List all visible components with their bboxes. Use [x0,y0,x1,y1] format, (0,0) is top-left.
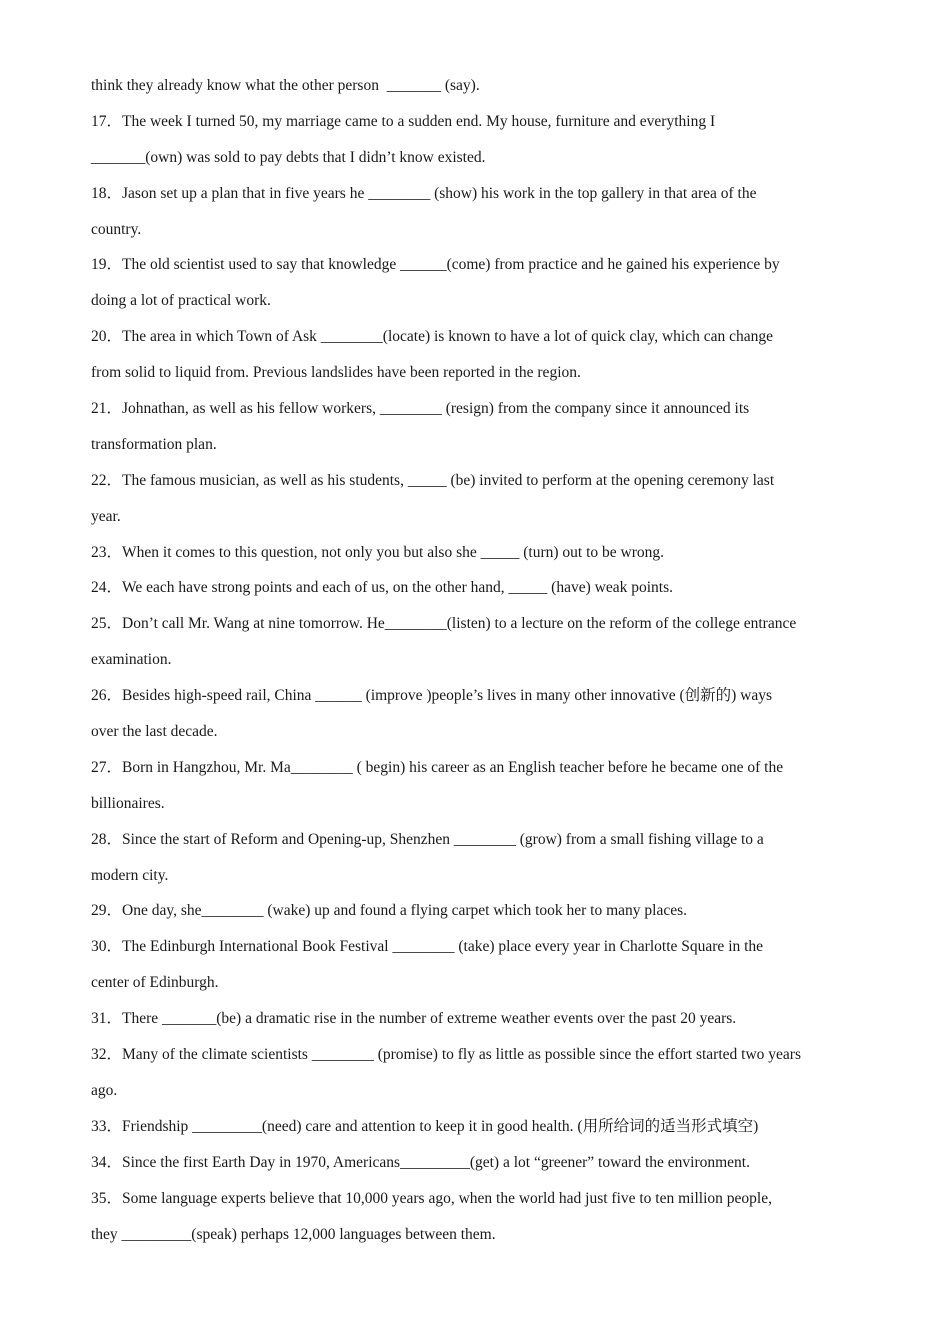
question-24: 24．We each have strong points and each of us, on the other hand, _____ (have) weak points. [91,579,673,597]
question-30-cont: center of Edinburgh. [91,974,219,992]
question-25-cont: examination. [91,651,172,669]
question-18-cont: country. [91,220,142,238]
exercise-text [91,68,863,1252]
question-33: 33．Friendship _________(need) care and attention to keep it in good health. (用所给词的适当形式填空) [91,1117,759,1135]
question-17-cont: _______(own) was sold to pay debts that I didn’t know existed. [91,148,486,166]
question-34: 34．Since the first Earth Day in 1970, Americans_________(get) a lot “greener” toward the environment. [91,1153,750,1171]
question-32-cont: ago. [91,1081,118,1099]
question-22: 22．The famous musician, as well as his students, _____ (be) invited to perform at the opening ceremony last [91,471,775,489]
question-20-cont: from solid to liquid from. Previous landslides have been reported in the region. [91,364,581,382]
question-19: 19．The old scientist used to say that knowledge ______(come) from practice and he gained his experience by [91,256,780,274]
line-continuation-16: think they already know what the other person _______ (say). [91,77,480,94]
question-26-cont: over the last decade. [91,723,218,741]
question-21-cont: transformation plan. [91,435,217,453]
question-27: 27．Born in Hangzhou, Mr. Ma________ ( begin) his career as an English teacher before he became one of the [91,758,784,776]
question-21: 21．Johnathan, as well as his fellow workers, ________ (resign) from the company since it announced its [91,400,750,418]
question-35: 35．Some language experts believe that 10,000 years ago, when the world had just five to ten million people, [91,1189,772,1207]
question-22-cont: year. [91,507,121,525]
question-29: 29．One day, she________ (wake) up and found a flying carpet which took her to many places. [91,902,688,920]
question-19-cont: doing a lot of practical work. [91,292,271,310]
question-32: 32．Many of the climate scientists ________ (promise) to fly as little as possible since the effort started two years [91,1046,801,1064]
question-23: 23．When it comes to this question, not only you but also she _____ (turn) out to be wrong. [91,543,665,561]
question-35-cont: they _________(speak) perhaps 12,000 languages between them. [91,1225,496,1243]
question-28: 28．Since the start of Reform and Opening-up, Shenzhen ________ (grow) from a small fishing village to a [91,830,764,848]
question-20: 20．The area in which Town of Ask ________(locate) is known to have a lot of quick clay, which can change [91,328,774,346]
question-27-cont: billionaires. [91,794,165,812]
question-17: 17．The week I turned 50, my marriage came to a sudden end. My house, furniture and everything I [91,112,716,130]
question-31: 31．There _______(be) a dramatic rise in the number of extreme weather events over the past 20 years. [91,1010,737,1028]
question-26: 26．Besides high-speed rail, China ______ (improve )people’s lives in many other innovative (创新的) ways [91,687,773,705]
question-25: 25．Don’t call Mr. Wang at nine tomorrow. He________(listen) to a lecture on the reform of the college entrance [91,615,797,633]
question-28-cont: modern city. [91,866,169,884]
question-18: 18．Jason set up a plan that in five years he ________ (show) his work in the top gallery in that area of the [91,184,757,202]
question-30: 30．The Edinburgh International Book Festival ________ (take) place every year in Charlotte Square in the [91,938,764,956]
